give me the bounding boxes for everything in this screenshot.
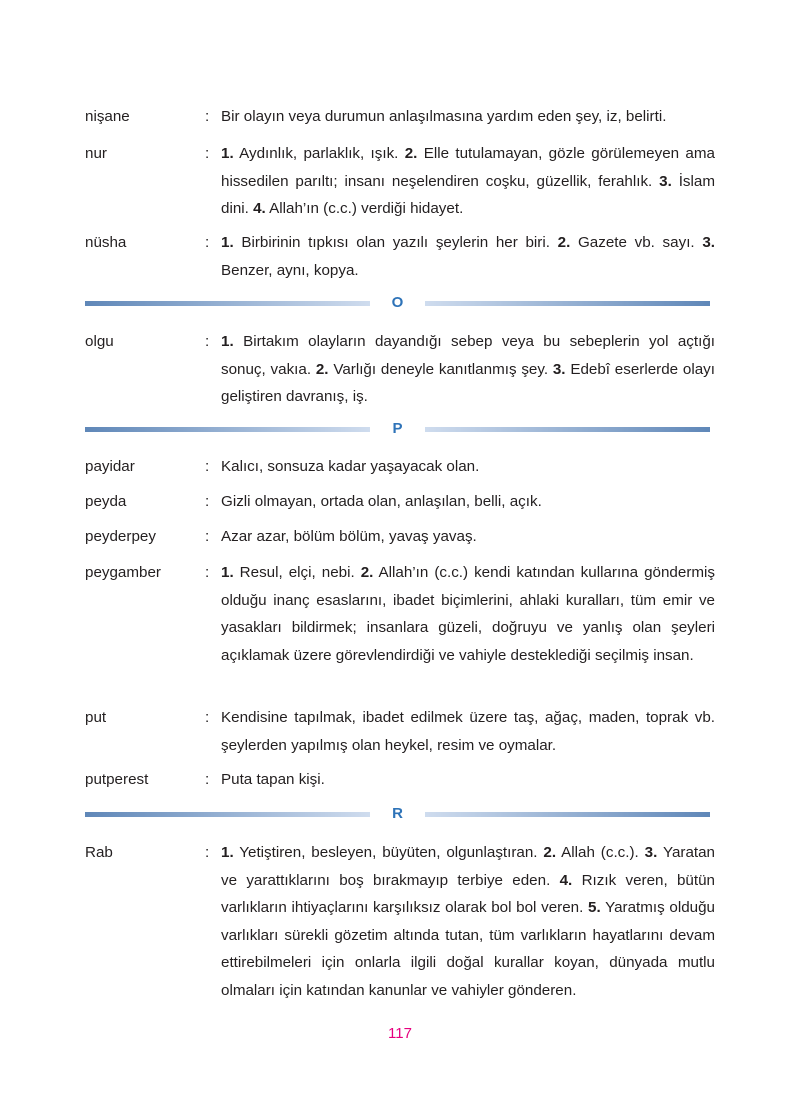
sense-number: 1. (221, 333, 234, 350)
entry-nusha (85, 229, 715, 284)
entry-nur (85, 140, 715, 223)
entry-definition (221, 328, 715, 411)
entry-definition (221, 229, 715, 284)
definition-text: Aydınlık, parlaklık, ışık. (233, 145, 405, 162)
definition-text: Birtakım olayların dayandığı sebep veya bu sebeplerin yol açtığı sonuç, vakıa. (221, 333, 715, 378)
definition-text: Yaratan ve yarattıklarını boş bırakmayıp terbiye eden. (221, 844, 716, 889)
entry-colon: : (205, 333, 210, 350)
entry-colon: : (205, 528, 210, 545)
definition-text: Allah’ın (c.c.) kendi katından kullarına göndermiş olduğu inanç esaslarını, ibadet biçimlerini, ahlaki kuralları, tüm emir ve yasakları bildirmek; insanlara güzeli, doğruyu ve yanlış olan şeyleri açıklamak üzere görevlendirdiği ve vahiyle desteklediği seçilmiş insan. (221, 564, 715, 664)
section-divider-p (85, 419, 710, 439)
section-letter: P (392, 420, 403, 437)
definition-text: Resul, elçi, nebi. (233, 564, 361, 581)
entry-definition (221, 103, 715, 131)
section-letter: R (392, 805, 403, 822)
entry-definition (221, 839, 715, 1005)
entry-term: nişane (85, 108, 130, 125)
entry-colon: : (205, 458, 210, 475)
entry-olgu (85, 328, 715, 411)
entry-term: payidar (85, 458, 135, 475)
definition-text: Puta tapan kişi. (221, 771, 325, 788)
entry-definition (221, 523, 715, 551)
definition-text: Gizli olmayan, ortada olan, anlaşılan, belli, açık. (221, 493, 542, 510)
entry-term: nüsha (85, 234, 127, 251)
entry-definition (221, 704, 715, 759)
definition-text: Gazete vb. sayı. (570, 234, 703, 251)
sense-number: 1. (221, 145, 234, 162)
entry-term: Rab (85, 844, 113, 861)
sense-number: 2. (315, 360, 329, 378)
entry-rab (85, 839, 715, 1005)
entry-payidar (85, 453, 715, 481)
entry-term: nur (85, 145, 107, 162)
sense-number: 2. (404, 145, 418, 162)
entry-peyderpey (85, 523, 715, 551)
sense-number: 3. (552, 360, 566, 378)
divider-bar (425, 812, 710, 817)
definition-text: Bir olayın veya durumun anlaşılmasına yardım eden şey, iz, belirti. (221, 108, 667, 125)
definition-text: Birbirinin tıpkısı olan yazılı şeylerin her biri. (233, 234, 558, 251)
definition-text: Allah’ın (c.c.) verdiği hidayet. (265, 200, 464, 218)
entry-colon: : (205, 844, 210, 861)
entry-term: put (85, 709, 107, 726)
sense-number: 4. (559, 871, 573, 889)
entry-definition (221, 453, 715, 481)
divider-bar (425, 301, 710, 306)
definition-text: Varlığı deneyle kanıtlanmış şey. (328, 360, 553, 378)
definition-text: Yetiştiren, besleyen, büyüten, olgunlaştıran. (233, 844, 544, 861)
entry-term: peyda (85, 493, 127, 510)
entry-putperest (85, 766, 715, 794)
definition-text: Kendisine tapılmak, ibadet edilmek üzere taş, ağaç, maden, toprak vb. şeylerden yapılmış olan heykel, resim ve oymalar. (221, 709, 715, 754)
section-divider-o (85, 293, 710, 313)
entry-colon: : (205, 771, 210, 788)
definition-text: Azar azar, bölüm bölüm, yavaş yavaş. (221, 528, 477, 545)
entry-colon: : (205, 709, 210, 726)
entry-definition (221, 559, 715, 669)
divider-bar (425, 427, 710, 432)
definition-text: Elle tutulamayan, gözle görülemeyen ama hissedilen parıltı; insanı neşelendiren coşku, güzellik, ferahlık. (221, 145, 715, 190)
entry-definition (221, 488, 715, 516)
entry-term: peyderpey (85, 528, 156, 545)
sense-number: 3. (702, 234, 715, 251)
definition-text: Edebî eserlerde olayı geliştiren davranış, iş. (221, 360, 715, 406)
sense-number: 2. (557, 234, 571, 251)
entry-colon: : (205, 493, 210, 510)
entry-colon: : (205, 564, 210, 581)
definition-text: Benzer, aynı, kopya. (221, 261, 359, 279)
sense-number: 1. (221, 564, 234, 581)
page-number: 117 (388, 1025, 412, 1042)
entry-term: putperest (85, 771, 149, 788)
section-divider-r (85, 804, 710, 824)
sense-number: 1. (221, 844, 234, 861)
sense-number: 2. (360, 564, 374, 581)
sense-number: 5. (588, 899, 601, 917)
sense-number: 1. (221, 234, 234, 251)
entry-colon: : (205, 234, 210, 251)
entry-peyda (85, 488, 715, 516)
sense-number: 3. (659, 172, 672, 190)
entry-colon: : (205, 108, 210, 125)
definition-text: Allah (c.c.). (556, 844, 645, 861)
entry-term: olgu (85, 333, 114, 350)
sense-number: 4. (253, 200, 266, 218)
section-letter: O (391, 294, 404, 311)
entry-definition (221, 766, 715, 794)
definition-text: Kalıcı, sonsuza kadar yaşayacak olan. (221, 458, 480, 475)
entry-nisane (85, 103, 715, 131)
sense-number: 3. (644, 844, 658, 861)
sense-number: 2. (543, 844, 557, 861)
entry-definition (221, 140, 715, 223)
entry-peygamber (85, 559, 715, 669)
entry-term: peygamber (85, 564, 161, 581)
entry-put (85, 704, 715, 759)
definition-text: İslam dini. (221, 172, 715, 218)
entry-colon: : (205, 145, 210, 162)
definition-text: Yaratmış olduğu varlıkları sürekli gözetim altında tutan, tüm varlıkların hayatlarını devam ettirebilmeleri için onlarla ilgili doğal kurallar koyan, dünyada mutlu olmaları için katından kanunlar ve vahiyler gönderen. (221, 899, 715, 999)
definition-text: Rızık veren, bütün varlıkların ihtiyaçlarını karşılıksız olarak bol bol veren. (221, 871, 715, 917)
